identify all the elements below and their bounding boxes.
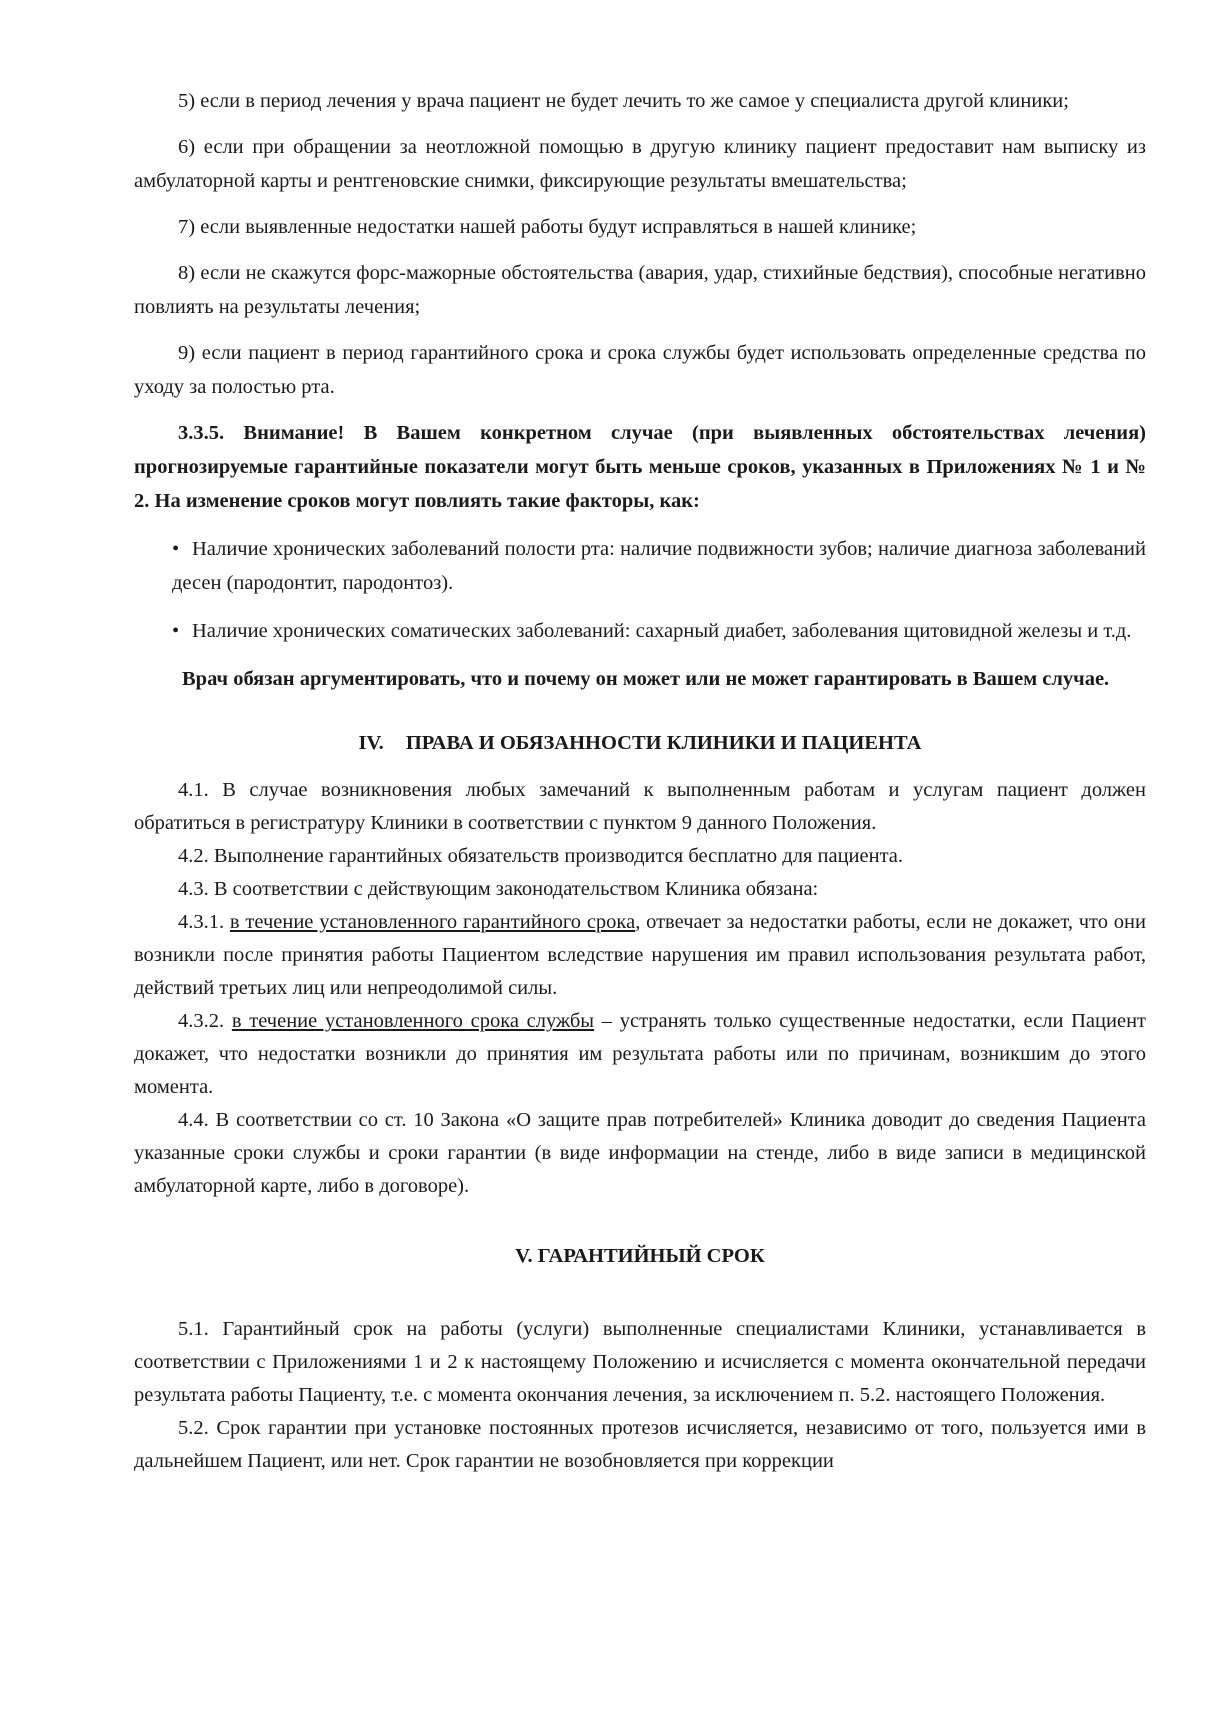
list-item: 6) если при обращении за неотложной помощью в другую клинику пациент предоставит нам выписку из амбулаторной карты и рентгеновские снимки, фиксирующие результаты вмешательства; (134, 136, 1146, 192)
document-content (134, 84, 1146, 1478)
clause-5-2: 5.2. Срок гарантии при установке постоянных протезов исчисляется, независимо от того, пользуется ими в дальнейшем Пациент, или нет. Срок гарантии не возобновляется при коррекции (134, 1417, 1146, 1472)
list-item: 5) если в период лечения у врача пациент не будет лечить то же самое у специалиста другой клиники; (178, 90, 1069, 112)
clause-4-3: 4.3. В соответствии с действующим законодательством Клиника обязана: (178, 878, 819, 900)
clause-4-3-2 (134, 1005, 1146, 1104)
bullet-icon: • (172, 620, 180, 642)
doctor-note: Врач обязан аргументировать, что и почему он может или не может гарантировать в Вашем случае. (182, 668, 1110, 690)
clause-4-3-1-text: , отвечает за недостатки работы, если не докажет, что они возникли после принятия работы Пациентом вследствие нарушения им правил использования результата работ, действий третьих лиц или непреодолимой силы. (134, 911, 1146, 999)
clause-4-3-2-number: 4.3.2. (178, 1010, 225, 1032)
list-item: 7) если выявленные недостатки нашей работы будут исправляться в нашей клинике; (178, 216, 917, 238)
clause-4-3-1-number: 4.3.1. (178, 911, 225, 933)
list-item: 9) если пациент в период гарантийного срока и срока службы будет использовать определенные средства по уходу за полостью рта. (134, 342, 1146, 398)
bullet-item (134, 614, 1146, 648)
clause-4-4: 4.4. В соответствии со ст. 10 Закона «О защите прав потребителей» Клиника доводит до сведения Пациента указанные сроки службы и сроки гарантии (в виде информации на стенде, либо в виде записи в медицинской амбулаторной карте, либо в договоре). (134, 1109, 1146, 1197)
clause-4-2: 4.2. Выполнение гарантийных обязательств производится бесплатно для пациента. (178, 845, 904, 867)
section-5-heading: V. ГАРАНТИЙНЫЙ СРОК (515, 1245, 765, 1267)
clause-4-3-2-underlined: в течение установленного срока службы (231, 1010, 595, 1032)
clause-4-3-1-underlined: в течение установленного гарантийного срока (229, 911, 636, 933)
list-item: 8) если не скажутся форс-мажорные обстоятельства (авария, удар, стихийные бедствия), способные негативно повлиять на результаты лечения; (134, 262, 1146, 318)
attention-paragraph: 3.3.5. Внимание! В Вашем конкретном случае (при выявленных обстоятельствах лечения) прогнозируемые гарантийные показатели могут быть меньше сроков, указанных в Приложениях № 1 и № 2. На изменение сроков могут повлиять такие факторы, как: (134, 422, 1146, 512)
clause-4-1: 4.1. В случае возникновения любых замечаний к выполненным работам и услугам пациент должен обратиться в регистратуру Клиники в соответствии с пунктом 9 данного Положения. (134, 779, 1146, 834)
bullet-item (134, 532, 1146, 600)
bullet-text: Наличие хронических соматических заболеваний: сахарный диабет, заболевания щитовидной железы и т.д. (192, 620, 1132, 642)
section-4-number: IV. (358, 732, 384, 754)
clause-5-1: 5.1. Гарантийный срок на работы (услуги) выполненные специалистами Клиники, устанавливается в соответствии с Приложениями 1 и 2 к настоящему Положению и исчисляется с момента окончательной передачи результата работы Пациенту, т.е. с момента окончания лечения, за исключением п. 5.2. настоящего Положения. (134, 1318, 1146, 1406)
bullet-icon: • (172, 538, 180, 560)
bullet-text: Наличие хронических заболеваний полости рта: наличие подвижности зубов; наличие диагноза заболеваний десен (пародонтит, пародонтоз). (172, 538, 1146, 594)
section-4-heading (134, 726, 1146, 760)
clause-4-3-2-text: – устранять только существенные недостатки, если Пациент докажет, что недостатки возникли до принятия им результата работы или по причинам, возникшим до этого момента. (134, 1010, 1147, 1098)
clause-4-3-1 (134, 906, 1146, 1005)
section-4-title: ПРАВА И ОБЯЗАННОСТИ КЛИНИКИ И ПАЦИЕНТА (405, 732, 922, 754)
